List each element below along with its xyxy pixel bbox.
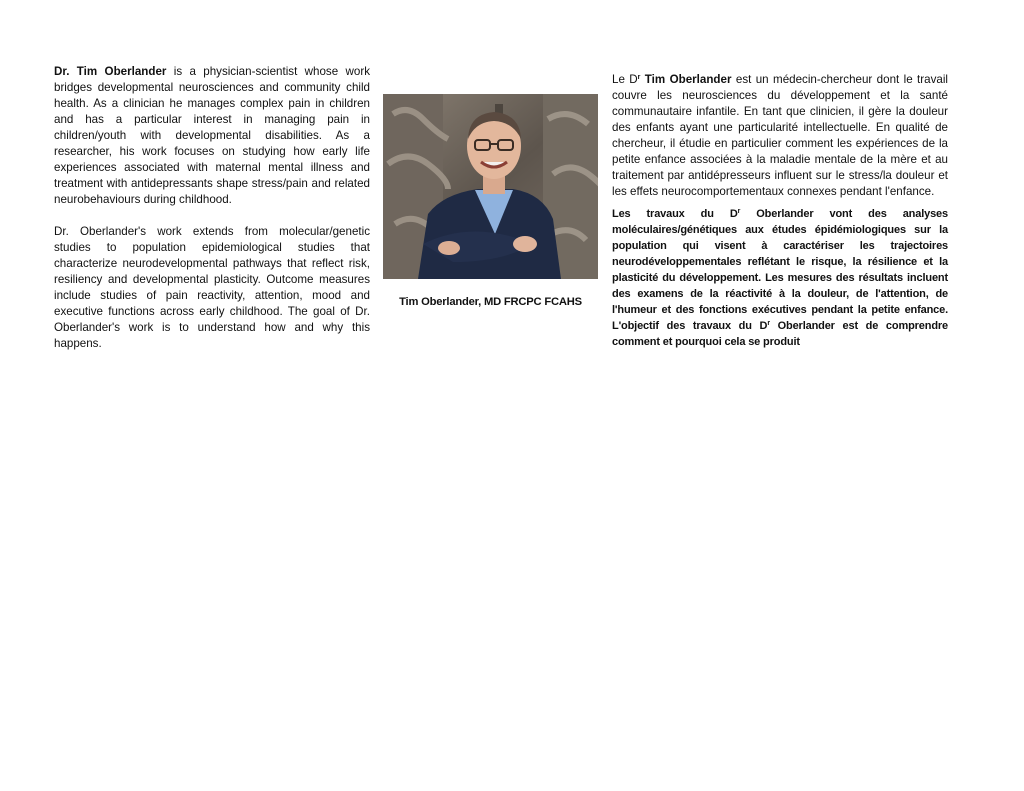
french-paragraph-2 xyxy=(612,206,948,350)
french-bio xyxy=(612,72,948,350)
french-p2-superscript-a: r xyxy=(737,208,741,215)
portrait-illustration xyxy=(383,94,598,279)
french-p2-part-a: Les travaux du D xyxy=(612,208,738,220)
french-paragraph-1 xyxy=(612,72,948,200)
french-intro: Le D xyxy=(612,73,638,86)
french-p2-superscript-b: r xyxy=(767,320,770,327)
english-paragraph-1-text: is a physician-scientist whose work bridges developmental neurosciences and community child health. As a clinician he manages complex pain in children and has a particular interest in managing pain in children/youth with developmental disabilities. As a researcher, his work focuses on studying how early life experiences associated with maternal mental illness and treatment with antidepressants shape stress/pain and related neurobehaviours during childhood. xyxy=(54,65,370,206)
english-name: Dr. Tim Oberlander xyxy=(54,65,167,78)
french-title-superscript: r xyxy=(637,74,641,81)
portrait-photo xyxy=(383,94,598,279)
english-bio xyxy=(54,64,370,352)
french-name: Tim Oberlander xyxy=(640,73,732,86)
french-p2-part-c: Oberlander est de comprendre comment et pourquoi cela se produit xyxy=(612,320,948,348)
french-paragraph-1-text: est un médecin-chercheur dont le travail couvre les neurosciences du développement et la santé communautaire infantile. En tant que clinicien, il gère la douleur des enfants ayant une particularité intellectuelle. En qualité de chercheur, il étudie en particulier comment les expériences de la petite enfance associées à la maladie mentale de la mère et au traitement par antidépresseurs influent sur le stress/la douleur et les effets neurocomportementaux connexes pendant l'enfance. xyxy=(612,73,948,198)
photo-caption: Tim Oberlander, MD FRCPC FCAHS xyxy=(399,296,582,308)
english-paragraph-1 xyxy=(54,64,370,208)
english-paragraph-2: Dr. Oberlander's work extends from molecular/genetic studies to population epidemiological studies that characterize neurodevelopmental pathways that reflect risk, resiliency and developmental plasticity. Outcome measures include studies of pain reactivity, attention, mood and executive functions across early childhood. The goal of Dr. Oberlander's work is to understand how and why this happens. xyxy=(54,225,370,350)
french-p2-part-b: Oberlander vont des analyses moléculaires/génétiques aux études épidémiologiques sur la population qui visent à caractériser les trajectoires neurodéveloppementales reflétant le risque, la résilience et la plasticité du développement. Les mesures des résultats incluent des examens de la réactivité à la douleur, de l'attention, de l'humeur et des fonctions exécutives pendant la petite enfance. L'objectif des travaux du D xyxy=(612,208,948,332)
